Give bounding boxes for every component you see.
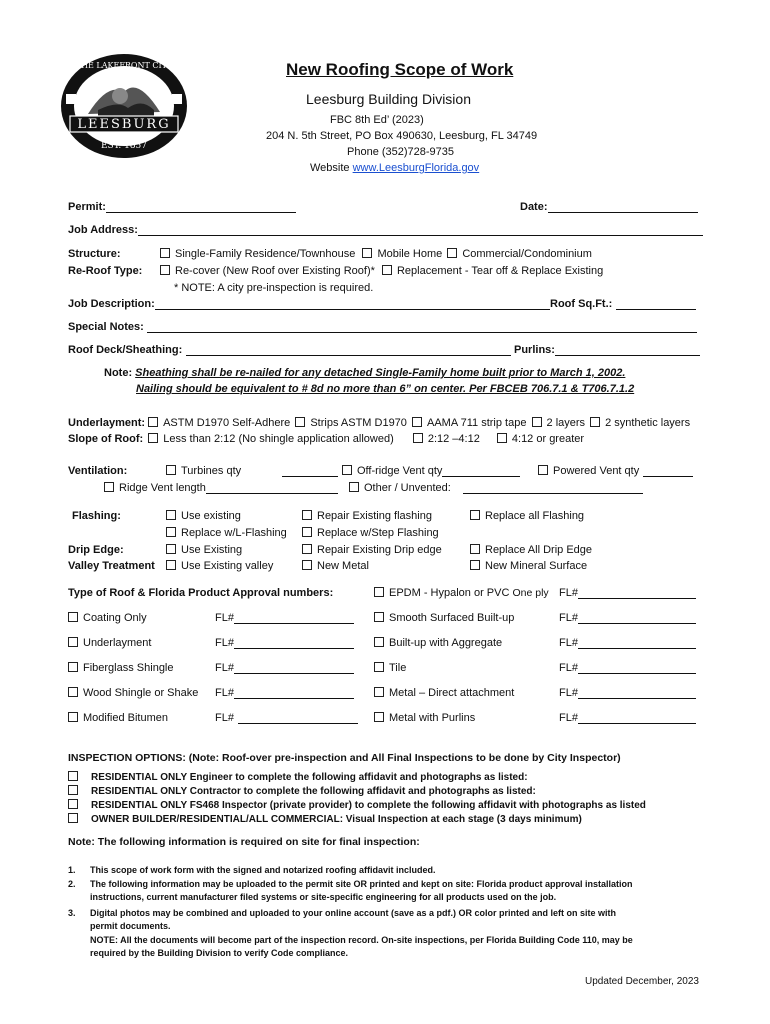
roof-type-option[interactable]: Coating Only	[68, 612, 147, 624]
svg-text:LEESBURG: LEESBURG	[77, 117, 171, 132]
updated-date: Updated December, 2023	[585, 976, 699, 987]
underlayment-option[interactable]: ASTM D1970 Self-Adhere	[148, 417, 290, 429]
roof-type-option[interactable]: Metal – Direct attachment	[374, 687, 514, 699]
structure-option-sfr[interactable]: Single-Family Residence/Townhouse	[160, 248, 355, 260]
list-item-continued: NOTE: All the documents will become part of the inspection record. On-site inspections, per Florida Building Code 110, may be	[90, 935, 633, 945]
other-unvented-option[interactable]: Other / Unvented:	[349, 482, 643, 494]
page-title: New Roofing Scope of Work	[286, 60, 514, 79]
valley-option[interactable]: Use Existing valley	[166, 560, 273, 572]
valley-option[interactable]: New Metal	[302, 560, 369, 572]
division-address: 204 N. 5th Street, PO Box 490630, Leesburg, FL 34749	[266, 130, 538, 142]
purlins-field[interactable]: Purlins:	[514, 344, 700, 356]
job-description-field[interactable]: Job Description:	[68, 298, 550, 310]
fl-number-field[interactable]: FL#	[215, 662, 354, 674]
division-name: Leesburg Building Division	[306, 91, 471, 107]
fl-number-field[interactable]: FL#	[215, 712, 358, 724]
list-item: 1. This scope of work form with the signed and notarized roofing affidavit included.	[68, 865, 436, 875]
flashing-label: Flashing:	[72, 510, 121, 522]
turbines-qty-line[interactable]	[282, 465, 338, 477]
city-seal-logo	[58, 52, 190, 160]
sheathing-note: Note: Sheathing shall be re-nailed for any detached Single-Family home built prior to March 1, 2002.	[104, 367, 626, 379]
list-item: 3. Digital photos may be combined and uploaded to your online account (save as a pdf.) OR color printed and left on site with	[68, 908, 617, 918]
inspection-option[interactable]: RESIDENTIAL ONLY FS468 Inspector (private provider) to complete the following affidavit with photographs as listed	[68, 799, 646, 811]
job-address-field[interactable]: Job Address:	[68, 224, 703, 236]
special-notes-field[interactable]: Special Notes:	[68, 321, 697, 333]
code-edition: FBC 8th Ed’ (2023)	[330, 114, 424, 126]
division-phone: Phone (352)728-9735	[347, 146, 455, 158]
website-line	[310, 162, 479, 174]
website-label: Website	[310, 162, 350, 174]
list-item-continued: permit documents.	[90, 921, 171, 931]
roof-type-option[interactable]: Underlayment	[68, 637, 151, 649]
ventilation-label: Ventilation:	[68, 465, 128, 477]
roof-type-option[interactable]: Built-up with Aggregate	[374, 637, 502, 649]
roof-type-option[interactable]: Modified Bitumen	[68, 712, 168, 724]
fl-number-field[interactable]: FL#	[215, 612, 354, 624]
turbines-option[interactable]: Turbines qty	[166, 465, 241, 477]
fl-number-field[interactable]: FL#	[559, 587, 696, 599]
valley-label: Valley Treatment	[68, 560, 155, 572]
roof-type-option[interactable]: Fiberglass Shingle	[68, 662, 174, 674]
roof-deck-field[interactable]: Roof Deck/Sheathing:	[68, 344, 511, 356]
underlayment-option[interactable]: AAMA 711 strip tape	[412, 417, 526, 429]
flashing-option[interactable]: Replace w/L-Flashing	[166, 527, 287, 539]
underlayment-row: Underlayment: ASTM D1970 Self-Adhere Strips ASTM D1970 AAMA 711 strip tape 2 layers 2 synthetic layers	[68, 417, 691, 429]
flashing-option[interactable]: Use existing	[166, 510, 241, 522]
roof-sqft-field[interactable]: Roof Sq.Ft.:	[550, 298, 696, 310]
svg-text:EST. 1857: EST. 1857	[100, 141, 148, 151]
reroof-option-recover[interactable]: Re-cover (New Roof over Existing Roof)*	[160, 265, 375, 277]
svg-text:THE LAKEFRONT CITY: THE LAKEFRONT CITY	[75, 61, 173, 70]
drip-edge-option[interactable]: Use Existing	[166, 544, 242, 556]
fl-number-field[interactable]: FL#	[559, 637, 696, 649]
underlayment-option[interactable]: 2 layers	[532, 417, 586, 429]
inspection-option[interactable]: RESIDENTIAL ONLY Engineer to complete the following affidavit and photographs as listed:	[68, 771, 528, 783]
powered-vent-option[interactable]: Powered Vent qty	[538, 465, 693, 477]
list-item: 2. The following information may be uploaded to the permit site OR printed and kept on site: Florida product approval installation	[68, 879, 633, 889]
roof-type-epdm[interactable]: EPDM - Hypalon or PVC One ply	[374, 587, 549, 599]
fl-number-field[interactable]: FL#	[559, 662, 696, 674]
slope-option[interactable]: Less than 2:12 (No shingle application allowed)	[148, 433, 394, 445]
roof-type-option[interactable]: Metal with Purlins	[374, 712, 475, 724]
list-item-continued: instructions, current manufacturer filed systems or site-specific engineering for all products used on the job.	[90, 892, 557, 902]
flashing-option[interactable]: Replace w/Step Flashing	[302, 527, 439, 539]
fl-number-field[interactable]: FL#	[559, 612, 696, 624]
website-link[interactable]: www.LeesburgFlorida.gov	[352, 162, 480, 174]
inspection-option[interactable]: RESIDENTIAL ONLY Contractor to complete the following affidavit and photographs as listed:	[68, 785, 536, 797]
roof-types-heading: Type of Roof & Florida Product Approval numbers:	[68, 587, 334, 599]
ridge-vent-option[interactable]: Ridge Vent length	[104, 482, 338, 494]
reroof-type-label: Re-Roof Type:	[68, 265, 143, 277]
reroof-note: * NOTE: A city pre-inspection is required.	[174, 282, 374, 294]
roof-type-option[interactable]: Smooth Surfaced Built-up	[374, 612, 514, 624]
structure-option-commercial[interactable]: Commercial/Condominium	[447, 248, 592, 260]
permit-field[interactable]: Permit:	[68, 201, 296, 213]
slope-option[interactable]: 4:12 or greater	[497, 433, 584, 445]
slope-option[interactable]: 2:12 –4:12	[413, 433, 480, 445]
underlayment-option[interactable]: Strips ASTM D1970	[295, 417, 407, 429]
inspection-option[interactable]: OWNER BUILDER/RESIDENTIAL/ALL COMMERCIAL: Visual Inspection at each stage (3 days minimum)	[68, 813, 582, 825]
final-inspection-note: Note: The following information is required on site for final inspection:	[68, 836, 420, 848]
flashing-option[interactable]: Repair Existing flashing	[302, 510, 432, 522]
fl-number-field[interactable]: FL#	[559, 712, 696, 724]
roof-type-option[interactable]: Wood Shingle or Shake	[68, 687, 198, 699]
structure-options	[160, 248, 592, 260]
date-field[interactable]: Date:	[520, 201, 698, 213]
fl-number-field[interactable]: FL#	[559, 687, 696, 699]
fl-number-field[interactable]: FL#	[215, 687, 354, 699]
reroof-options	[160, 265, 603, 277]
nailing-note: Nailing should be equivalent to # 8d no more than 6” on center. Per FBCEB 706.7.1 & T706.7.1.2	[136, 383, 635, 395]
offridge-option[interactable]: Off-ridge Vent qty	[342, 465, 520, 477]
drip-edge-option[interactable]: Repair Existing Drip edge	[302, 544, 442, 556]
list-item-continued: required by the Building Division to verify Code compliance.	[90, 948, 349, 958]
slope-row: Slope of Roof: Less than 2:12 (No shingle application allowed) 2:12 –4:12 4:12 or greater	[68, 433, 585, 445]
fl-number-field[interactable]: FL#	[215, 637, 354, 649]
drip-edge-label: Drip Edge:	[68, 544, 124, 556]
flashing-option[interactable]: Replace all Flashing	[470, 510, 584, 522]
inspection-heading: INSPECTION OPTIONS: (Note: Roof-over pre-inspection and All Final Inspections to be done by City Inspector)	[68, 752, 621, 764]
underlayment-option[interactable]: 2 synthetic layers	[590, 417, 690, 429]
reroof-option-replacement[interactable]: Replacement - Tear off & Replace Existing	[382, 265, 603, 277]
drip-edge-option[interactable]: Replace All Drip Edge	[470, 544, 592, 556]
structure-label: Structure:	[68, 248, 121, 260]
roof-type-option[interactable]: Tile	[374, 662, 406, 674]
valley-option[interactable]: New Mineral Surface	[470, 560, 587, 572]
structure-option-mobile[interactable]: Mobile Home	[362, 248, 442, 260]
